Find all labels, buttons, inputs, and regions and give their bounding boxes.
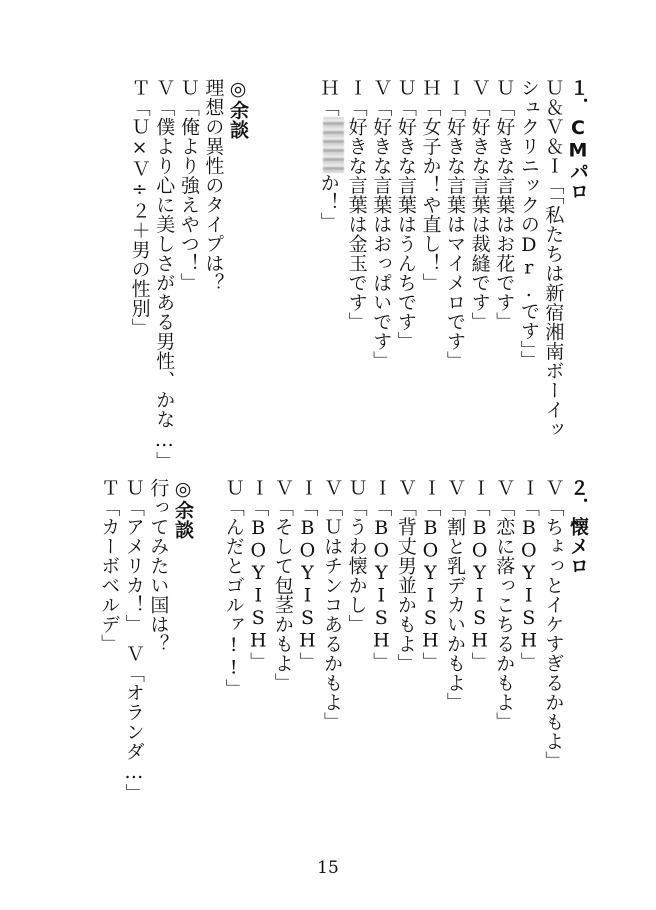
- aside-line: 行ってみたい国は？: [147, 478, 170, 654]
- dialogue-line: Ｉ「BOYISH」: [247, 478, 270, 672]
- dialogue-line: Ｕ「んだとゴルァ!!」: [222, 478, 245, 699]
- dialogue-line: Ｖ「ちょっとイケすぎるかもよ」: [542, 478, 565, 771]
- dialogue-line: Ｉ「好きな言葉はマイメロです」: [444, 78, 467, 371]
- section-heading: ２．懐メロ: [567, 478, 589, 576]
- dialogue-line: Ｉ「BOYISH」: [296, 478, 319, 672]
- censored-prefix: Ｈ「: [317, 78, 340, 117]
- aside-line: Ｖ「僕より心に美しさがある男性、かな…」: [153, 78, 176, 471]
- page-number: 15: [317, 858, 339, 878]
- aside-heading: ◎余談: [227, 78, 249, 140]
- section-cm-parody: [260, 78, 590, 443]
- dialogue-line: Ｖ「好きな言葉は裁縫です」: [468, 78, 491, 332]
- dialogue-line-censored: [316, 78, 344, 443]
- dialogue-line: Ｉ「BOYISH」: [370, 478, 393, 672]
- dialogue-line: Ｖ「恋に落っこちるかもよ」: [493, 478, 516, 732]
- dialogue-line: Ｖ「背丈男並かもよ」: [394, 478, 417, 673]
- aside-line: 理想の異性のタイプは？: [202, 78, 225, 293]
- censored-suffix: か！」: [317, 173, 340, 232]
- blurred-text: [323, 117, 344, 173]
- dialogue-line: Ｕ「うわ懐かし」: [345, 478, 368, 634]
- dialogue-line: Ｕ「好きな言葉はうんちです」: [394, 78, 417, 351]
- aside-line: Ｕ「俺より強えやつ！」: [177, 78, 200, 293]
- aside-line: Ｔ「カーボベルデ」: [98, 478, 121, 654]
- section-heading: １．CMパロ: [567, 78, 589, 201]
- dialogue-line: Ｖ「Ｕはチンコあるかもよ」: [321, 478, 344, 732]
- section-nostalgic-songs: [210, 478, 590, 778]
- dialogue-line: Ｈ「女子か！や直し！」: [419, 78, 442, 293]
- dialogue-line: Ｉ「BOYISH」: [517, 478, 540, 672]
- aside-ideal-type: [128, 78, 250, 471]
- dialogue-line: Ｉ「BOYISH」: [419, 478, 442, 672]
- aside-heading: ◎余談: [172, 478, 194, 540]
- dialogue-line: Ｕ「好きな言葉はお花です」: [493, 78, 516, 332]
- dialogue-line-group: Ｕ＆Ｖ＆Ｉ「「私たちは新宿湘南ボーイッシュクリニックのDr.です」」: [517, 78, 565, 439]
- aside-countries: [95, 478, 195, 803]
- dialogue-line: Ｉ「BOYISH」: [468, 478, 491, 672]
- dialogue-line: Ｖ「好きな言葉はおっぱいです」: [370, 78, 393, 371]
- dialogue-line: Ｖ「割と乳デカいかもよ」: [444, 478, 467, 712]
- aside-line: Ｕ「アメリカ！」 Ｖ「オランダ…」: [122, 478, 145, 803]
- aside-line: Ｔ「Ｕ×Ｖ÷２＋男の性別」: [128, 78, 151, 338]
- dialogue-line: Ｖ「そして包茎かもよ」: [271, 478, 294, 693]
- dialogue-line: Ｉ「好きな言葉は金玉です」: [345, 78, 368, 332]
